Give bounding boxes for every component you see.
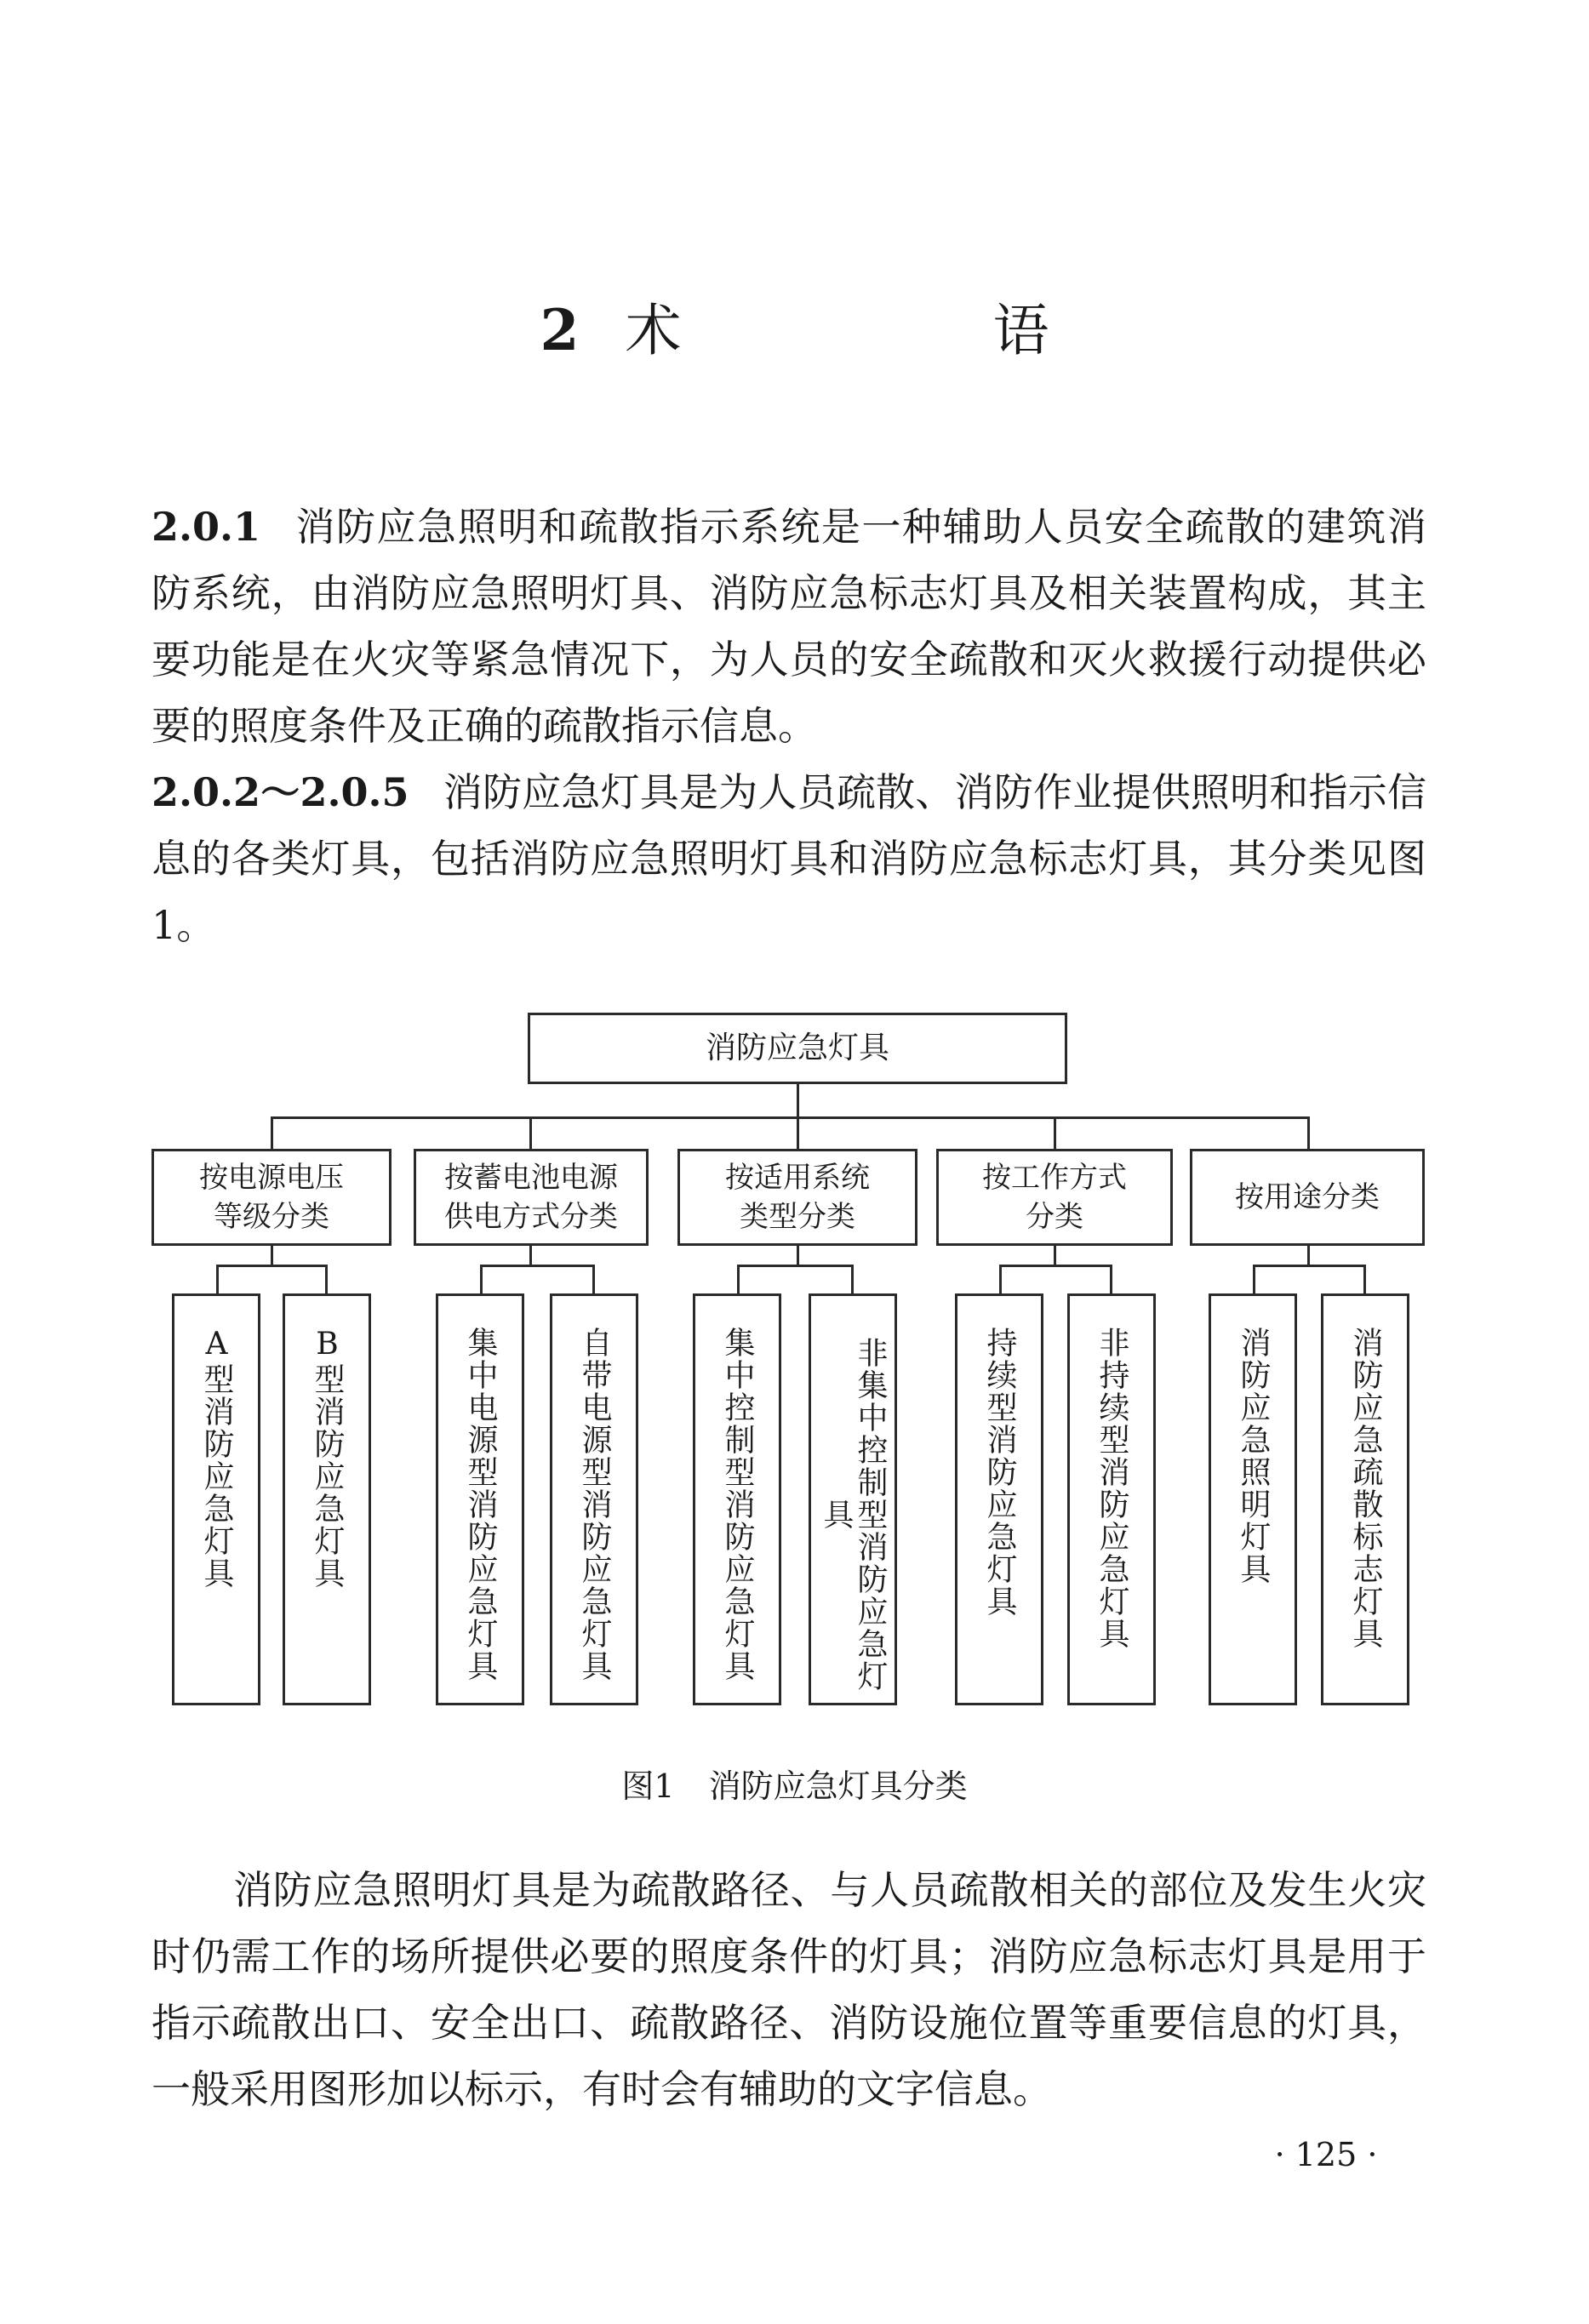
connector bbox=[1054, 1116, 1056, 1149]
connector bbox=[1307, 1116, 1310, 1149]
connector bbox=[999, 1265, 1002, 1293]
category-label-line2: 供电方式分类 bbox=[444, 1200, 618, 1234]
connector bbox=[797, 1084, 799, 1118]
category-label-line2: 分类 bbox=[1026, 1200, 1083, 1234]
connector bbox=[216, 1265, 327, 1267]
connector bbox=[1307, 1246, 1310, 1266]
connector bbox=[999, 1265, 1112, 1267]
leaf-label: B型消防应急灯具 bbox=[310, 1327, 345, 1590]
connector bbox=[1110, 1265, 1112, 1293]
leaf-node bbox=[172, 1293, 260, 1705]
connector bbox=[480, 1265, 594, 1267]
body-paragraph: 消防应急照明灯具是为疏散路径、与人员疏散相关的部位及发生火灾时仍需工作的场所提供必要的照度条件的灯具；消防应急标志灯具是用于指示疏散出口、安全出口、疏散路径、消防设施位置等重要信息的灯具，一般采用图形加以标示，有时会有辅助的文字信息。 bbox=[151, 1867, 1426, 2112]
leaf-node bbox=[1321, 1293, 1409, 1705]
connector bbox=[529, 1246, 532, 1266]
leaf-label: 非持续型消防应急灯具 bbox=[1095, 1327, 1129, 1650]
leaf-label: 消防应急照明灯具 bbox=[1236, 1327, 1271, 1585]
connector bbox=[1363, 1265, 1366, 1293]
leaf-node bbox=[550, 1293, 638, 1705]
leaf-node bbox=[955, 1293, 1043, 1705]
chapter-number: 2 bbox=[540, 297, 583, 363]
category-node bbox=[151, 1149, 392, 1246]
diagram-root-node bbox=[528, 1013, 1067, 1084]
category-label-line1: 按用途分类 bbox=[1235, 1180, 1380, 1214]
connector bbox=[1253, 1265, 1255, 1293]
category-label-line2: 等级分类 bbox=[214, 1200, 329, 1234]
clause-text: 消防应急照明和疏散指示系统是一种辅助人员安全疏散的建筑消防系统，由消防应急照明灯具、消防应急标志灯具及相关装置构成，其主要功能是在火灾等紧急情况下，为人员的安全疏散和灭火救援行动提供必要的照度条件及正确的疏散指示信息。 bbox=[151, 504, 1426, 749]
category-label-line1: 按工作方式 bbox=[982, 1161, 1127, 1195]
connector bbox=[797, 1116, 799, 1149]
figure-title: 消防应急灯具分类 bbox=[708, 1767, 968, 1805]
connector bbox=[216, 1265, 219, 1293]
figure-number: 图1 bbox=[621, 1767, 675, 1805]
root-label: 消防应急灯具 bbox=[705, 1031, 889, 1065]
leaf-label: 非集中控制型消防应急灯具 bbox=[819, 1337, 888, 1693]
leaf-label: A型消防应急灯具 bbox=[199, 1327, 234, 1590]
connector bbox=[480, 1265, 483, 1293]
category-node bbox=[936, 1149, 1173, 1246]
figure-caption bbox=[0, 1760, 1589, 1807]
connector bbox=[737, 1265, 740, 1293]
leaf-node bbox=[283, 1293, 371, 1705]
clause-text: 消防应急灯具是为人员疏散、消防作业提供照明和指示信息的各类灯具，包括消防应急照明灯具和消防应急标志灯具，其分类见图1。 bbox=[151, 769, 1427, 948]
connector bbox=[529, 1116, 532, 1149]
connector bbox=[325, 1265, 328, 1293]
chapter-title-text: 术 语 bbox=[625, 298, 1177, 363]
clause-2-0-1 bbox=[151, 494, 1426, 759]
leaf-node bbox=[693, 1293, 781, 1705]
leaf-label: 自带电源型消防应急灯具 bbox=[577, 1327, 612, 1682]
leaf-node bbox=[1209, 1293, 1297, 1705]
connector bbox=[737, 1265, 853, 1267]
leaf-node bbox=[809, 1293, 897, 1705]
clause-2-0-2-to-2-0-5 bbox=[151, 759, 1426, 958]
connector bbox=[271, 1116, 1309, 1119]
leaf-label: 集中电源型消防应急灯具 bbox=[463, 1327, 498, 1682]
connector bbox=[271, 1116, 273, 1149]
clause-number: 2.0.2～2.0.5 bbox=[151, 769, 409, 815]
category-node bbox=[677, 1149, 917, 1246]
category-label-line1: 按蓄电池电源 bbox=[444, 1161, 618, 1195]
category-node bbox=[1190, 1149, 1425, 1246]
connector bbox=[592, 1265, 595, 1293]
chapter-title bbox=[0, 285, 1589, 366]
connector bbox=[271, 1246, 273, 1266]
leaf-node bbox=[436, 1293, 524, 1705]
category-label-line1: 按电源电压 bbox=[199, 1161, 344, 1195]
category-node bbox=[414, 1149, 649, 1246]
leaf-label: 消防应急疏散标志灯具 bbox=[1348, 1327, 1383, 1650]
leaf-label: 持续型消防应急灯具 bbox=[982, 1327, 1017, 1618]
connector bbox=[1253, 1265, 1365, 1267]
leaf-label: 集中控制型消防应急灯具 bbox=[720, 1327, 755, 1682]
connector bbox=[851, 1265, 854, 1293]
clause-number: 2.0.1 bbox=[151, 504, 261, 550]
page-number: · 125 · bbox=[1274, 2136, 1378, 2173]
connector bbox=[797, 1246, 799, 1266]
category-label-line2: 类型分类 bbox=[740, 1200, 855, 1234]
connector bbox=[1054, 1246, 1056, 1266]
category-label-line1: 按适用系统 bbox=[725, 1161, 870, 1195]
leaf-node bbox=[1067, 1293, 1156, 1705]
